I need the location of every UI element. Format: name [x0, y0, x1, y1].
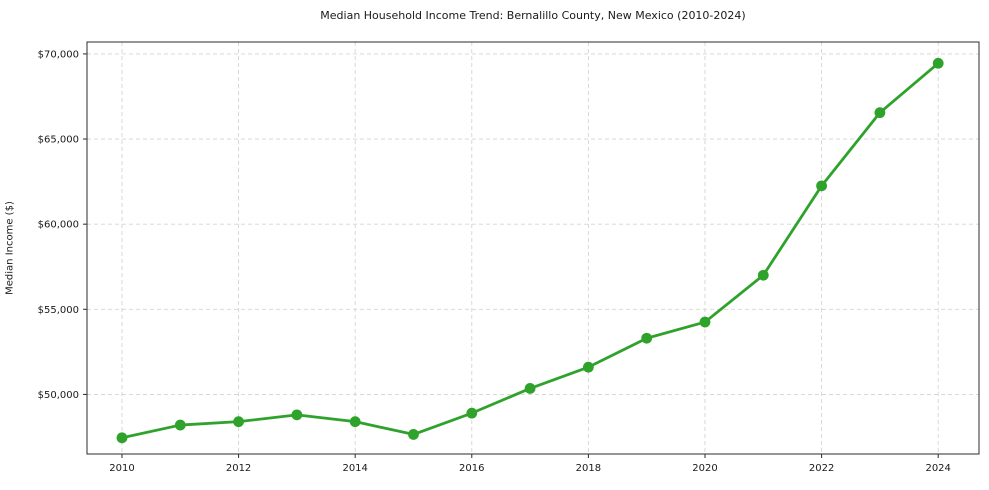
- x-tick-label: 2020: [692, 463, 718, 474]
- y-tick-label: $50,000: [37, 389, 79, 401]
- y-axis-label: Median Income ($): [4, 201, 16, 295]
- data-point-marker: [466, 408, 477, 419]
- x-tick-label: 2014: [342, 463, 368, 474]
- data-point-marker: [117, 432, 128, 443]
- data-point-marker: [641, 333, 652, 344]
- x-tick-label: 2024: [925, 463, 951, 474]
- y-tick-label: $55,000: [37, 304, 79, 316]
- x-tick-label: 2022: [808, 463, 835, 474]
- data-point-marker: [933, 58, 944, 69]
- x-tick-label: 2010: [109, 463, 135, 474]
- y-tick-label: $65,000: [37, 134, 79, 146]
- data-point-marker: [700, 317, 711, 328]
- x-tick-label: 2012: [225, 463, 252, 474]
- chart-title: Median Household Income Trend: Bernalillo County, New Mexico (2010-2024): [320, 9, 746, 22]
- x-tick-label: 2016: [459, 463, 485, 474]
- data-point-marker: [583, 362, 594, 373]
- y-tick-label: $60,000: [37, 219, 79, 231]
- income-trend-line: [122, 63, 938, 438]
- x-tick-label: 2018: [575, 463, 602, 474]
- y-tick-label: $70,000: [37, 49, 79, 61]
- data-point-marker: [874, 107, 885, 118]
- data-point-marker: [758, 270, 769, 281]
- data-point-marker: [350, 416, 361, 427]
- data-point-marker: [525, 383, 536, 394]
- data-point-marker: [233, 416, 244, 427]
- data-point-marker: [291, 409, 302, 420]
- data-point-marker: [816, 180, 827, 191]
- data-point-marker: [408, 429, 419, 440]
- data-point-marker: [175, 420, 186, 431]
